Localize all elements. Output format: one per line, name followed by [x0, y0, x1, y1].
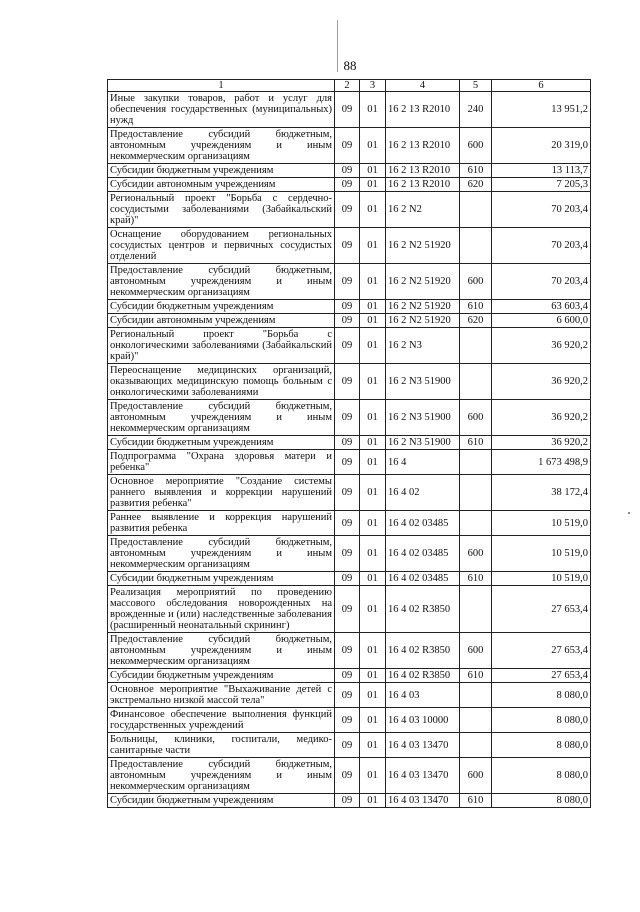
target-article-cell: 16 2 N2 51920	[386, 264, 460, 300]
column-header: 6	[492, 80, 591, 92]
budget-table	[107, 79, 591, 808]
row-name-cell: Субсидии бюджетным учреждениям	[108, 300, 335, 314]
section-cell: 09	[335, 708, 360, 733]
row-name-cell: Субсидии бюджетным учреждениям	[108, 669, 335, 683]
amount-cell: 8 080,0	[492, 708, 591, 733]
amount-cell: 27 653,4	[492, 669, 591, 683]
section-cell: 09	[335, 164, 360, 178]
column-header: 3	[360, 80, 386, 92]
expense-type-cell: 610	[460, 794, 492, 808]
target-article-cell: 16 2 13 R2010	[386, 178, 460, 192]
subsection-cell: 01	[360, 794, 386, 808]
expense-type-cell	[460, 364, 492, 400]
section-cell: 09	[335, 633, 360, 669]
expense-type-cell: 600	[460, 128, 492, 164]
section-cell: 09	[335, 192, 360, 228]
table-row	[108, 572, 591, 586]
subsection-cell: 01	[360, 511, 386, 536]
subsection-cell: 01	[360, 436, 386, 450]
target-article-cell: 16 4 02	[386, 475, 460, 511]
amount-cell: 8 080,0	[492, 683, 591, 708]
expense-type-cell	[460, 683, 492, 708]
section-cell: 09	[335, 475, 360, 511]
expense-type-cell: 610	[460, 572, 492, 586]
expense-type-cell: 610	[460, 436, 492, 450]
row-name-cell: Подпрограмма "Охрана здоровья матери и ребенка"	[108, 450, 335, 475]
row-name-cell: Иные закупки товаров, работ и услуг для обеспечения государственных (муниципальных) нужд	[108, 92, 335, 128]
table-body	[108, 92, 591, 808]
target-article-cell: 16 4 03 10000	[386, 708, 460, 733]
expense-type-cell: 610	[460, 669, 492, 683]
table-row	[108, 328, 591, 364]
row-name-cell: Субсидии автономным учреждениям	[108, 314, 335, 328]
amount-cell: 13 113,7	[492, 164, 591, 178]
subsection-cell: 01	[360, 475, 386, 511]
subsection-cell: 01	[360, 708, 386, 733]
table-header-row	[108, 80, 591, 92]
row-name-cell: Финансовое обеспечение выполнения функций государственных учреждений	[108, 708, 335, 733]
subsection-cell: 01	[360, 314, 386, 328]
subsection-cell: 01	[360, 300, 386, 314]
subsection-cell: 01	[360, 633, 386, 669]
target-article-cell: 16 2 N2	[386, 192, 460, 228]
expense-type-cell	[460, 450, 492, 475]
table-row	[108, 314, 591, 328]
subsection-cell: 01	[360, 758, 386, 794]
target-article-cell: 16 4	[386, 450, 460, 475]
section-cell: 09	[335, 511, 360, 536]
amount-cell: 8 080,0	[492, 733, 591, 758]
section-cell: 09	[335, 669, 360, 683]
row-name-cell: Оснащение оборудованием региональных сосудистых центров и первичных сосудистых отделений	[108, 228, 335, 264]
subsection-cell: 01	[360, 450, 386, 475]
amount-cell: 70 203,4	[492, 228, 591, 264]
amount-cell: 10 519,0	[492, 536, 591, 572]
target-article-cell: 16 4 02 03485	[386, 511, 460, 536]
subsection-cell: 01	[360, 586, 386, 633]
subsection-cell: 01	[360, 669, 386, 683]
row-name-cell: Предоставление субсидий бюджетным, автономным учреждениям и иным некоммерческим организациям	[108, 128, 335, 164]
subsection-cell: 01	[360, 192, 386, 228]
subsection-cell: 01	[360, 572, 386, 586]
section-cell: 09	[335, 228, 360, 264]
section-cell: 09	[335, 300, 360, 314]
table-row	[108, 164, 591, 178]
section-cell: 09	[335, 364, 360, 400]
target-article-cell: 16 2 N2 51920	[386, 228, 460, 264]
section-cell: 09	[335, 572, 360, 586]
target-article-cell: 16 2 N2 51920	[386, 300, 460, 314]
expense-type-cell: 240	[460, 92, 492, 128]
target-article-cell: 16 4 02 R3850	[386, 669, 460, 683]
row-name-cell: Реализация мероприятий по проведению массового обследования новорожденных на врожденные и (или) наследственные заболевания (расширенный неонатальный скрининг)	[108, 586, 335, 633]
subsection-cell: 01	[360, 164, 386, 178]
table-row	[108, 128, 591, 164]
section-cell: 09	[335, 758, 360, 794]
amount-cell: 10 519,0	[492, 572, 591, 586]
table-row	[108, 436, 591, 450]
section-cell: 09	[335, 128, 360, 164]
target-article-cell: 16 2 N3 51900	[386, 400, 460, 436]
target-article-cell: 16 2 N3 51900	[386, 436, 460, 450]
expense-type-cell: 600	[460, 633, 492, 669]
column-header: 1	[108, 80, 335, 92]
row-name-cell: Основное мероприятие "Создание системы раннего выявления и коррекции нарушений развития ребенка"	[108, 475, 335, 511]
section-cell: 09	[335, 733, 360, 758]
amount-cell: 70 203,4	[492, 192, 591, 228]
expense-type-cell: 600	[460, 400, 492, 436]
target-article-cell: 16 2 13 R2010	[386, 128, 460, 164]
subsection-cell: 01	[360, 400, 386, 436]
row-name-cell: Раннее выявление и коррекция нарушений развития ребенка	[108, 511, 335, 536]
target-article-cell: 16 4 02 R3850	[386, 633, 460, 669]
target-article-cell: 16 4 03 13470	[386, 794, 460, 808]
expense-type-cell	[460, 708, 492, 733]
expense-type-cell	[460, 586, 492, 633]
column-header: 2	[335, 80, 360, 92]
row-name-cell: Субсидии бюджетным учреждениям	[108, 436, 335, 450]
row-name-cell: Предоставление субсидий бюджетным, автономным учреждениям и иным некоммерческим организациям	[108, 758, 335, 794]
table-row	[108, 228, 591, 264]
target-article-cell: 16 2 13 R2010	[386, 92, 460, 128]
subsection-cell: 01	[360, 328, 386, 364]
amount-cell: 8 080,0	[492, 758, 591, 794]
expense-type-cell	[460, 192, 492, 228]
target-article-cell: 16 2 N2 51920	[386, 314, 460, 328]
expense-type-cell: 620	[460, 178, 492, 192]
section-cell: 09	[335, 178, 360, 192]
amount-cell: 27 653,4	[492, 586, 591, 633]
amount-cell: 36 920,2	[492, 400, 591, 436]
expense-type-cell: 600	[460, 264, 492, 300]
row-name-cell: Предоставление субсидий бюджетным, автономным учреждениям и иным некоммерческим организациям	[108, 633, 335, 669]
amount-cell: 20 319,0	[492, 128, 591, 164]
expense-type-cell	[460, 733, 492, 758]
column-header: 4	[386, 80, 460, 92]
target-article-cell: 16 4 02 R3850	[386, 586, 460, 633]
section-cell: 09	[335, 794, 360, 808]
subsection-cell: 01	[360, 128, 386, 164]
section-cell: 09	[335, 314, 360, 328]
amount-cell: 36 920,2	[492, 328, 591, 364]
page-number: 88	[343, 58, 357, 73]
column-header: 5	[460, 80, 492, 92]
section-cell: 09	[335, 400, 360, 436]
row-name-cell: Субсидии бюджетным учреждениям	[108, 794, 335, 808]
section-cell: 09	[335, 92, 360, 128]
amount-cell: 27 653,4	[492, 633, 591, 669]
amount-cell: 36 920,2	[492, 436, 591, 450]
table-row	[108, 92, 591, 128]
amount-cell: 6 600,0	[492, 314, 591, 328]
table-row	[108, 450, 591, 475]
row-name-cell: Региональный проект "Борьба с онкологическими заболеваниями (Забайкальский край)"	[108, 328, 335, 364]
subsection-cell: 01	[360, 364, 386, 400]
amount-cell: 1 673 498,9	[492, 450, 591, 475]
subsection-cell: 01	[360, 178, 386, 192]
section-cell: 09	[335, 264, 360, 300]
table-row	[108, 511, 591, 536]
table-row	[108, 400, 591, 436]
expense-type-cell	[460, 328, 492, 364]
table-row	[108, 708, 591, 733]
row-name-cell: Переоснащение медицинских организаций, оказывающих медицинскую помощь больным с онкологическими заболеваниями	[108, 364, 335, 400]
row-name-cell: Предоставление субсидий бюджетным, автономным учреждениям и иным некоммерческим организациям	[108, 264, 335, 300]
section-cell: 09	[335, 328, 360, 364]
row-name-cell: Предоставление субсидий бюджетным, автономным учреждениям и иным некоммерческим организациям	[108, 400, 335, 436]
amount-cell: 70 203,4	[492, 264, 591, 300]
expense-type-cell	[460, 228, 492, 264]
expense-type-cell: 610	[460, 164, 492, 178]
table-row	[108, 669, 591, 683]
expense-type-cell: 610	[460, 300, 492, 314]
subsection-cell: 01	[360, 228, 386, 264]
section-cell: 09	[335, 536, 360, 572]
subsection-cell: 01	[360, 536, 386, 572]
row-name-cell: Основное мероприятие "Выхаживание детей с экстремально низкой массой тела"	[108, 683, 335, 708]
target-article-cell: 16 4 02 03485	[386, 536, 460, 572]
target-article-cell: 16 2 N3 51900	[386, 364, 460, 400]
target-article-cell: 16 4 03 13470	[386, 733, 460, 758]
row-name-cell: Субсидии бюджетным учреждениям	[108, 572, 335, 586]
row-name-cell: Больницы, клиники, госпитали, медико-санитарные части	[108, 733, 335, 758]
table-row	[108, 364, 591, 400]
expense-type-cell	[460, 511, 492, 536]
target-article-cell: 16 4 02 03485	[386, 572, 460, 586]
amount-cell: 10 519,0	[492, 511, 591, 536]
expense-type-cell: 620	[460, 314, 492, 328]
amount-cell: 36 920,2	[492, 364, 591, 400]
row-name-cell: Субсидии бюджетным учреждениям	[108, 164, 335, 178]
target-article-cell: 16 4 03 13470	[386, 758, 460, 794]
amount-cell: 7 205,3	[492, 178, 591, 192]
table-row	[108, 758, 591, 794]
amount-cell: 8 080,0	[492, 794, 591, 808]
scan-speck	[628, 512, 630, 514]
target-article-cell: 16 2 13 R2010	[386, 164, 460, 178]
table-row	[108, 733, 591, 758]
table-row	[108, 536, 591, 572]
row-name-cell: Предоставление субсидий бюджетным, автономным учреждениям и иным некоммерческим организациям	[108, 536, 335, 572]
subsection-cell: 01	[360, 683, 386, 708]
table-row	[108, 475, 591, 511]
amount-cell: 13 951,2	[492, 92, 591, 128]
table-row	[108, 633, 591, 669]
subsection-cell: 01	[360, 733, 386, 758]
table-row	[108, 192, 591, 228]
table-row	[108, 586, 591, 633]
section-cell: 09	[335, 683, 360, 708]
section-cell: 09	[335, 450, 360, 475]
table-row	[108, 178, 591, 192]
target-article-cell: 16 2 N3	[386, 328, 460, 364]
table-row	[108, 683, 591, 708]
expense-type-cell: 600	[460, 758, 492, 794]
subsection-cell: 01	[360, 92, 386, 128]
row-name-cell: Региональный проект "Борьба с сердечно-сосудистыми заболеваниями (Забайкальский край)"	[108, 192, 335, 228]
table-row	[108, 264, 591, 300]
table-row	[108, 300, 591, 314]
subsection-cell: 01	[360, 264, 386, 300]
amount-cell: 63 603,4	[492, 300, 591, 314]
table-row	[108, 794, 591, 808]
expense-type-cell: 600	[460, 536, 492, 572]
section-cell: 09	[335, 436, 360, 450]
section-cell: 09	[335, 586, 360, 633]
target-article-cell: 16 4 03	[386, 683, 460, 708]
amount-cell: 38 172,4	[492, 475, 591, 511]
expense-type-cell	[460, 475, 492, 511]
row-name-cell: Субсидии автономным учреждениям	[108, 178, 335, 192]
